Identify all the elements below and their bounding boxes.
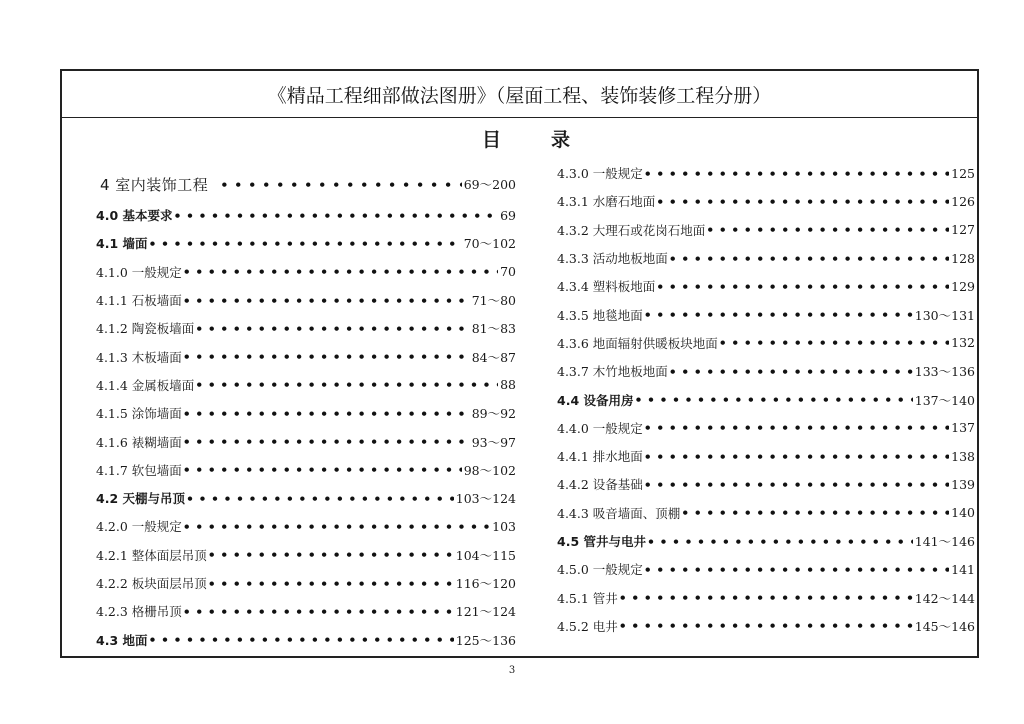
toc-dot-leader	[643, 420, 949, 435]
toc-entry[interactable]	[557, 216, 975, 244]
toc-dot-leader	[148, 632, 454, 647]
toc-entry-page: 69～200	[463, 177, 516, 192]
document-header	[62, 71, 977, 118]
toc-dot-leader	[680, 505, 949, 520]
toc-entry-label: 4.2.2 板块面层吊顶	[96, 576, 207, 591]
toc-entry-page: 140	[951, 505, 975, 521]
toc-dot-leader	[643, 449, 949, 464]
toc-entry-page: 104～115	[455, 547, 516, 563]
toc-entry-page: 70	[500, 264, 516, 280]
toc-entry-label: 4.3.1 水磨石地面	[557, 194, 656, 210]
toc-entry-page: 141	[951, 561, 975, 577]
toc-dot-leader	[634, 392, 913, 407]
toc-entry-label: 4 室内装饰工程	[100, 175, 209, 194]
toc-entry-label: 4.1.6 裱糊墙面	[96, 434, 182, 450]
toc-entry-label: 4.5.1 管井	[557, 590, 618, 606]
toc-entry-label: 4.4.0 一般规定	[557, 420, 643, 436]
toc-entry-page: 125～136	[455, 632, 516, 648]
toc-entry-label: 4.2 天棚与吊顶	[96, 491, 185, 507]
toc-entry-label: 4.4.1 排水地面	[557, 449, 643, 465]
toc-entry-label: 4.1.1 石板墙面	[96, 293, 182, 309]
toc-entry-page: 98～102	[463, 462, 516, 478]
toc-entry[interactable]	[96, 597, 516, 625]
toc-entry-page: 81～83	[471, 321, 516, 337]
toc-dot-leader	[668, 364, 913, 379]
toc-dot-leader	[655, 279, 949, 294]
toc-dot-leader	[185, 491, 454, 506]
toc-entry-label: 4.3.7 木竹地板地面	[557, 364, 668, 380]
toc-entry-label: 4.0 基本要求	[96, 208, 173, 224]
toc-entry[interactable]	[557, 385, 975, 413]
toc-dot-leader	[182, 264, 498, 279]
toc-dot-leader	[208, 177, 461, 192]
toc-entry[interactable]	[96, 342, 516, 370]
toc-entry[interactable]	[557, 583, 975, 611]
toc-entry[interactable]	[96, 314, 516, 342]
toc-entry-page: 137	[951, 420, 975, 436]
toc-entry-label: 4.1.5 涂饰墙面	[96, 406, 182, 422]
toc-entry-label: 4.4.2 设备基础	[557, 477, 643, 493]
toc-entry-page: 103	[492, 518, 516, 534]
toc-entry-label: 4.1.4 金属板墙面	[96, 377, 195, 393]
toc-entry[interactable]	[96, 399, 516, 427]
toc-entry-label: 4.1.2 陶瓷板墙面	[96, 321, 195, 337]
toc-entry-page: 121～124	[455, 604, 516, 620]
toc-entry-page: 133～136	[914, 364, 975, 380]
toc-entry-page: 125	[951, 165, 975, 181]
toc-entry-page: 145～146	[914, 618, 975, 634]
toc-entry-page: 128	[951, 250, 975, 266]
toc-entry[interactable]	[96, 456, 516, 484]
toc-entry-label: 4.4 设备用房	[557, 392, 634, 408]
toc-dot-leader	[643, 166, 949, 181]
toc-entry[interactable]	[557, 555, 975, 583]
toc-entry[interactable]	[96, 625, 516, 653]
toc-entry-label: 4.3.6 地面辐射供暖板块地面	[557, 335, 718, 351]
toc-dot-leader	[182, 604, 454, 619]
toc-entry[interactable]	[96, 258, 516, 286]
toc-dot-leader	[207, 576, 454, 591]
toc-entry[interactable]	[557, 442, 975, 470]
toc-dot-leader	[148, 236, 462, 251]
toc-entry-label: 4.3.2 大理石或花岗石地面	[557, 222, 706, 238]
toc-entry[interactable]	[96, 167, 516, 201]
toc-entry-label: 4.2.0 一般规定	[96, 519, 182, 535]
toc-entry-page: 132	[951, 335, 975, 351]
toc-dot-leader	[668, 251, 949, 266]
toc-entry[interactable]	[96, 541, 516, 569]
toc-dot-leader	[173, 208, 499, 223]
toc-right-column	[557, 159, 975, 640]
toc-entry[interactable]	[557, 527, 975, 555]
toc-entry-label: 4.1.0 一般规定	[96, 264, 182, 280]
toc-dot-leader	[182, 519, 490, 534]
toc-entry-label: 4.3 地面	[96, 632, 148, 648]
toc-entry[interactable]	[96, 512, 516, 540]
toc-entry[interactable]	[557, 612, 975, 640]
toc-dot-leader	[194, 377, 498, 392]
toc-entry[interactable]	[557, 499, 975, 527]
toc-entry-label: 4.5 管井与电井	[557, 534, 646, 549]
document-title: 《精品工程细部做法图册》（屋面工程、装饰装修工程分册）	[267, 84, 772, 107]
toc-dot-leader	[643, 307, 913, 322]
toc-entry[interactable]	[96, 201, 516, 229]
toc-entry-label: 4.5.0 一般规定	[557, 562, 643, 578]
page-number: 3	[508, 665, 516, 676]
toc-dot-leader	[618, 590, 913, 605]
toc-dot-leader	[182, 349, 470, 364]
toc-entry[interactable]	[96, 286, 516, 314]
toc-entry[interactable]	[557, 329, 975, 357]
toc-heading	[482, 125, 570, 152]
toc-entry[interactable]	[96, 484, 516, 512]
toc-dot-leader	[646, 534, 913, 549]
toc-dot-leader	[655, 194, 949, 209]
toc-entry-label: 4.1.3 木板墙面	[96, 349, 182, 365]
toc-entry[interactable]	[96, 569, 516, 597]
toc-entry-label: 4.2.1 整体面层吊顶	[96, 547, 207, 563]
toc-entry[interactable]	[557, 300, 975, 328]
toc-entry-page: 71～80	[471, 293, 516, 309]
toc-entry[interactable]	[96, 371, 516, 399]
toc-entry[interactable]	[557, 470, 975, 498]
toc-entry-page: 139	[951, 476, 975, 492]
toc-entry-label: 4.1 墙面	[96, 236, 148, 252]
toc-dot-leader	[718, 335, 949, 350]
toc-entry-label: 4.3.5 地毯地面	[557, 307, 643, 323]
toc-entry-label: 4.5.2 电井	[557, 618, 618, 634]
toc-dot-leader	[618, 618, 913, 633]
toc-dot-leader	[182, 462, 462, 477]
toc-entry-page: 142～144	[914, 590, 975, 606]
toc-entry-label: 4.3.3 活动地板地面	[557, 251, 668, 267]
toc-entry[interactable]	[557, 272, 975, 300]
toc-entry[interactable]	[557, 244, 975, 272]
toc-left-column	[96, 167, 516, 654]
toc-entry[interactable]	[96, 229, 516, 257]
toc-dot-leader	[182, 434, 470, 449]
toc-entry-label: 4.2.3 格栅吊顶	[96, 604, 182, 620]
toc-dot-leader	[643, 562, 949, 577]
page-frame	[60, 69, 979, 658]
toc-dot-leader	[705, 222, 949, 237]
toc-heading-char-1: 目	[482, 129, 502, 151]
toc-entry-page: 141～146	[914, 534, 975, 549]
toc-entry[interactable]	[557, 414, 975, 442]
toc-entry-label: 4.1.7 软包墙面	[96, 462, 182, 478]
toc-entry-label: 4.4.3 吸音墙面、顶棚	[557, 505, 681, 521]
toc-entry-page: 69	[500, 207, 516, 223]
toc-dot-leader	[182, 293, 470, 308]
toc-entry-page: 127	[951, 222, 975, 238]
toc-entry-page: 116～120	[455, 576, 516, 591]
toc-entry-page: 137～140	[914, 392, 975, 408]
toc-entry-page: 126	[951, 193, 975, 209]
toc-dot-leader	[207, 547, 454, 562]
toc-entry-page: 89～92	[471, 406, 516, 422]
toc-entry[interactable]	[557, 357, 975, 385]
toc-entry-page: 84～87	[471, 349, 516, 365]
toc-dot-leader	[194, 321, 469, 336]
toc-dot-leader	[182, 406, 470, 421]
toc-entry-page: 70～102	[463, 236, 516, 252]
toc-entry-page: 93～97	[471, 434, 516, 450]
toc-entry[interactable]	[557, 187, 975, 215]
toc-entry-label: 4.3.0 一般规定	[557, 166, 643, 182]
toc-entry-label: 4.3.4 塑料板地面	[557, 279, 656, 295]
toc-entry[interactable]	[557, 159, 975, 187]
toc-heading-char-2: 录	[551, 129, 571, 151]
toc-entry-page: 103～124	[455, 491, 516, 507]
toc-entry-page: 88	[500, 377, 516, 393]
toc-entry-page: 129	[951, 278, 975, 294]
toc-entry[interactable]	[96, 427, 516, 455]
toc-entry-page: 138	[951, 448, 975, 464]
toc-entry-page: 130～131	[914, 307, 975, 323]
toc-dot-leader	[643, 477, 949, 492]
